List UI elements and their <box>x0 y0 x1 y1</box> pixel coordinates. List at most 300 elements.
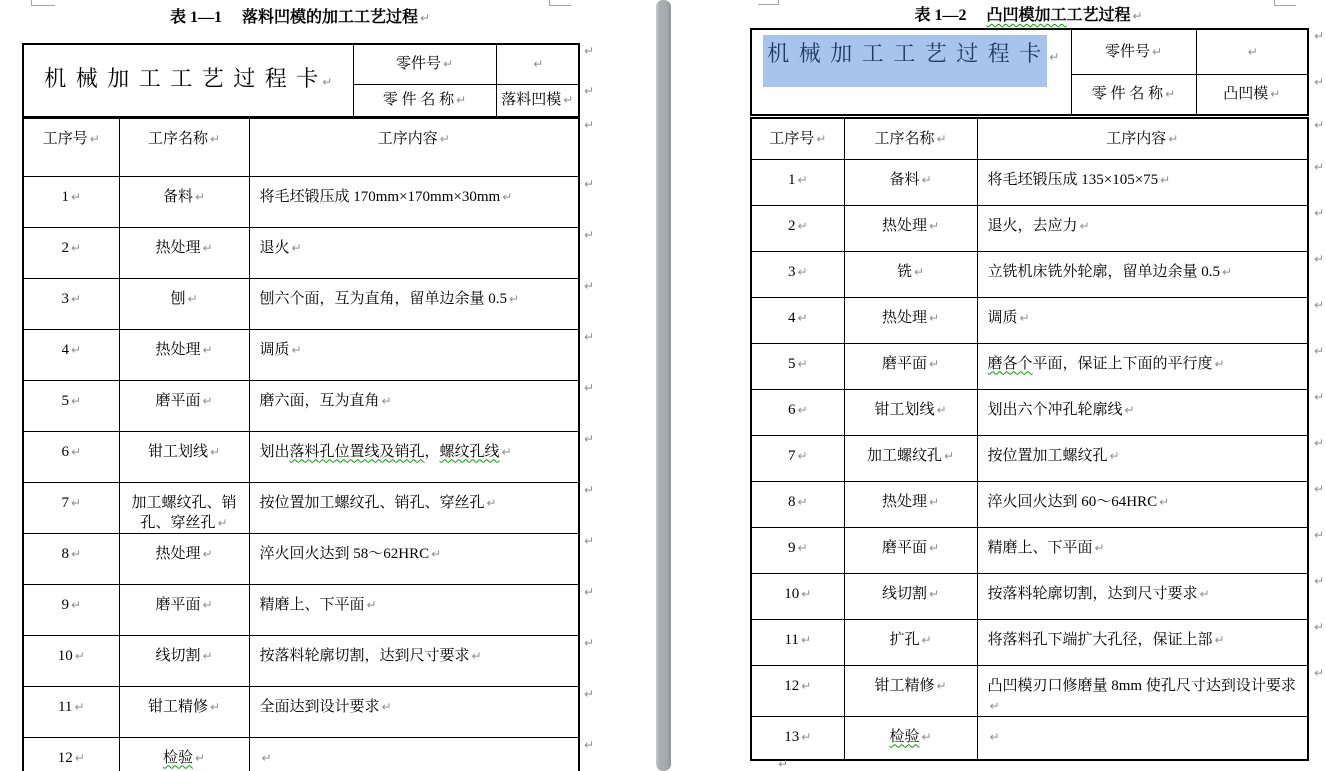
pilcrow-mark: ↵ <box>70 342 82 357</box>
step-no: 4 <box>61 341 69 358</box>
text-run: 加工螺纹孔 <box>866 447 942 464</box>
step-no: 12 <box>784 677 800 694</box>
pilcrow-mark: ↵ <box>797 264 808 279</box>
col-header-step-content[interactable] <box>977 118 1308 159</box>
text-run: 退火，去应力 <box>987 217 1078 234</box>
pilcrow-mark: ↵ <box>1314 29 1325 43</box>
pilcrow-mark: ↵ <box>1019 310 1030 325</box>
process-row <box>751 159 1308 205</box>
cell-step-name[interactable] <box>844 619 977 665</box>
cell-step-name[interactable] <box>119 584 249 635</box>
pilcrow-mark: ↵ <box>502 189 513 204</box>
cell-step-no[interactable] <box>751 159 844 205</box>
cell-step-no[interactable] <box>23 278 119 329</box>
pilcrow-mark: ↵ <box>801 729 812 744</box>
cell-step-no[interactable] <box>23 635 119 686</box>
cell-step-content[interactable] <box>977 665 1308 716</box>
cell-step-no[interactable] <box>23 533 119 584</box>
pilcrow-mark: ↵ <box>1314 252 1325 266</box>
row-end-mark-slot <box>582 688 594 739</box>
pilcrow-mark: ↵ <box>584 585 595 599</box>
process-row <box>23 227 579 278</box>
step-no: 8 <box>787 493 796 510</box>
pilcrow-mark: ↵ <box>322 75 333 89</box>
process-row <box>23 380 579 431</box>
pilcrow-mark: ↵ <box>1314 482 1325 496</box>
pilcrow-mark: ↵ <box>1214 632 1225 647</box>
cell-step-name[interactable] <box>844 573 977 619</box>
text-run: 按位置加工螺纹孔、销孔、穿丝孔 <box>259 494 485 511</box>
pilcrow-mark: ↵ <box>202 342 213 357</box>
cell-step-name[interactable] <box>119 380 249 431</box>
pilcrow-mark: ↵ <box>70 597 82 612</box>
text-run: 全面达到设计要求 <box>259 698 380 715</box>
step-no: 1 <box>787 171 796 188</box>
row-end-mark-slot <box>582 433 594 484</box>
part-no-label: 零件号 <box>395 56 441 73</box>
cell-step-content[interactable] <box>977 435 1308 481</box>
cell-step-name[interactable] <box>844 251 977 297</box>
cell-step-name[interactable] <box>119 635 249 686</box>
pilcrow-mark: ↵ <box>778 757 789 771</box>
pilcrow-mark: ↵ <box>431 546 442 561</box>
cell-step-content[interactable] <box>977 527 1308 573</box>
text-run: 调质 <box>259 341 290 358</box>
table-caption-right[interactable] <box>750 2 1307 25</box>
cell-step-no[interactable] <box>23 482 119 533</box>
pilcrow-mark: ↵ <box>70 444 82 459</box>
part-name-value: 落料凹模 <box>501 92 562 109</box>
cell-step-name[interactable] <box>844 527 977 573</box>
text-run: 调质 <box>987 309 1018 326</box>
row-end-mark-slot <box>1312 161 1324 207</box>
step-no: 9 <box>787 539 796 556</box>
pilcrow-mark: ↵ <box>202 546 213 561</box>
step-no: 2 <box>787 217 796 234</box>
row-end-mark-slot <box>582 45 594 85</box>
row-end-mark-slot <box>1312 575 1324 621</box>
text-run: 淬火回火达到 60～64HRC <box>987 493 1158 510</box>
part-no-value-cell[interactable] <box>1196 29 1308 74</box>
pilcrow-mark: ↵ <box>1270 87 1281 102</box>
cell-step-content[interactable] <box>249 737 579 771</box>
row-end-mark-slot <box>1312 391 1324 437</box>
pilcrow-mark: ↵ <box>584 118 595 132</box>
text-run: 平面，保证上下面的平行度 <box>1032 355 1213 372</box>
text-run: 加工螺纹孔、销孔、穿丝孔 <box>131 494 237 531</box>
row-end-mark-slot <box>582 586 594 637</box>
pilcrow-mark: ↵ <box>928 494 940 509</box>
row-end-marks-left <box>582 45 594 771</box>
process-card-header-table-left <box>22 43 580 118</box>
cell-step-content[interactable] <box>977 573 1308 619</box>
pilcrow-mark: ↵ <box>70 240 82 255</box>
cell-step-name[interactable] <box>119 482 249 533</box>
cell-step-no[interactable] <box>751 297 844 343</box>
cell-step-name[interactable] <box>119 278 249 329</box>
cell-step-no[interactable] <box>751 573 844 619</box>
col-header-label: 工序号 <box>42 131 88 147</box>
pilcrow-mark: ↵ <box>989 698 1000 713</box>
pilcrow-mark: ↵ <box>584 44 595 58</box>
cell-step-no[interactable] <box>751 251 844 297</box>
row-end-mark-slot <box>582 739 594 771</box>
pilcrow-mark: ↵ <box>584 177 595 191</box>
step-no: 6 <box>61 443 69 460</box>
pilcrow-mark: ↵ <box>1314 574 1325 588</box>
col-header-step-no[interactable] <box>751 118 844 159</box>
cell-step-name[interactable] <box>844 716 977 760</box>
pilcrow-mark: ↵ <box>202 393 213 408</box>
cell-step-content[interactable] <box>249 278 579 329</box>
part-name-label-cell[interactable] <box>353 84 496 117</box>
text-run: 检验 <box>889 728 920 745</box>
text-run: 螺纹孔线 <box>439 443 500 460</box>
text-run: 将毛坯锻压成 170mm×170mm×30mm <box>259 188 501 205</box>
part-name-label: 零 件 名 称 <box>382 92 455 109</box>
cell-step-content[interactable] <box>977 297 1308 343</box>
cell-step-name[interactable] <box>119 686 249 737</box>
text-run: 按落料轮廓切割，达到尺寸要求 <box>259 647 470 664</box>
text-run: 凸凹模加工 <box>986 7 1067 24</box>
row-end-mark-slot <box>582 280 594 331</box>
process-row <box>23 584 579 635</box>
step-no: 5 <box>787 355 796 372</box>
pilcrow-mark: ↵ <box>921 632 932 647</box>
pilcrow-mark: ↵ <box>70 291 82 306</box>
cell-step-no[interactable] <box>23 329 119 380</box>
pilcrow-mark: ↵ <box>1094 540 1105 555</box>
cell-step-name[interactable] <box>844 343 977 389</box>
pilcrow-mark: ↵ <box>921 729 932 744</box>
pilcrow-mark: ↵ <box>486 495 497 510</box>
cell-step-no[interactable] <box>751 527 844 573</box>
pilcrow-mark: ↵ <box>419 11 431 25</box>
pilcrow-mark: ↵ <box>584 687 595 701</box>
pilcrow-mark: ↵ <box>202 240 213 255</box>
cell-step-content[interactable] <box>249 584 579 635</box>
process-row <box>23 176 579 227</box>
cell-step-content[interactable] <box>977 389 1308 435</box>
part-no-label-cell[interactable] <box>353 44 496 84</box>
pilcrow-mark: ↵ <box>439 132 450 146</box>
cell-step-name[interactable] <box>844 205 977 251</box>
text-run: 磨六面，互为直角 <box>259 392 380 409</box>
cell-step-content[interactable] <box>249 635 579 686</box>
pilcrow-mark: ↵ <box>533 57 544 72</box>
text-run: 热处理 <box>881 493 927 510</box>
pilcrow-mark: ↵ <box>1124 402 1135 417</box>
pilcrow-mark: ↵ <box>381 699 392 714</box>
part-name-value: 凸凹模 <box>1223 86 1269 103</box>
pilcrow-mark: ↵ <box>584 432 595 446</box>
cell-step-no[interactable] <box>23 431 119 482</box>
pilcrow-mark: ↵ <box>584 534 595 548</box>
text-run: 将落料孔下端扩大孔径，保证上部 <box>987 631 1213 648</box>
col-header-step-no[interactable] <box>23 118 119 176</box>
pilcrow-mark: ↵ <box>797 540 808 555</box>
pilcrow-mark: ↵ <box>797 172 808 187</box>
cell-step-name[interactable] <box>844 389 977 435</box>
pilcrow-mark: ↵ <box>563 93 574 108</box>
cell-step-name[interactable] <box>119 431 249 482</box>
text-run: 钳工划线 <box>874 401 935 418</box>
process-table-right <box>750 117 1309 761</box>
process-row <box>23 686 579 737</box>
cell-step-no[interactable] <box>751 619 844 665</box>
cell-step-no[interactable] <box>751 481 844 527</box>
card-title-cell[interactable] <box>23 44 353 117</box>
pilcrow-mark: ↵ <box>584 483 595 497</box>
step-no: 10 <box>57 647 73 664</box>
text-run: 精磨上、下平面 <box>259 596 365 613</box>
text-run: 表 1—1 落料凹模的加工工艺过程 <box>169 9 418 26</box>
cell-step-name[interactable] <box>119 533 249 584</box>
pilcrow-mark: ↵ <box>1165 87 1176 102</box>
pilcrow-mark: ↵ <box>74 699 85 714</box>
step-no: 8 <box>61 545 69 562</box>
step-no: 9 <box>61 596 69 613</box>
process-row <box>751 389 1308 435</box>
pilcrow-mark: ↵ <box>943 448 955 463</box>
pilcrow-mark: ↵ <box>1049 50 1060 64</box>
pilcrow-mark: ↵ <box>797 402 808 417</box>
cell-step-name[interactable] <box>844 297 977 343</box>
cell-step-content[interactable] <box>977 205 1308 251</box>
text-run: 热处理 <box>881 309 927 326</box>
cell-step-content[interactable] <box>977 251 1308 297</box>
cell-step-content[interactable] <box>249 227 579 278</box>
text-run: 按位置加工螺纹孔 <box>987 447 1108 464</box>
process-row <box>751 619 1308 665</box>
cell-step-content[interactable] <box>249 380 579 431</box>
row-end-marks-right <box>1312 30 1324 713</box>
cell-step-no[interactable] <box>23 380 119 431</box>
row-end-mark-slot <box>1312 76 1324 119</box>
text-run: 工艺过程 <box>1066 7 1131 24</box>
col-header-label: 工序内容 <box>1106 131 1167 147</box>
cell-step-no[interactable] <box>751 205 844 251</box>
process-row <box>23 737 579 771</box>
cell-step-no[interactable] <box>23 737 119 771</box>
pilcrow-mark: ↵ <box>797 218 808 233</box>
pilcrow-mark: ↵ <box>471 648 482 663</box>
text-run: 备料 <box>162 188 193 205</box>
process-card-header-table-right <box>750 28 1309 116</box>
pilcrow-mark: ↵ <box>1314 118 1325 132</box>
cell-step-name[interactable] <box>119 227 249 278</box>
pilcrow-mark: ↵ <box>584 738 595 752</box>
cell-step-no[interactable] <box>751 389 844 435</box>
step-no: 6 <box>787 401 796 418</box>
text-run: 落料孔位置线及销孔 <box>289 443 425 460</box>
text-run: 将毛坯锻压成 135×105×75 <box>987 171 1159 188</box>
col-header-label: 工序名称 <box>874 131 935 147</box>
cell-step-content[interactable] <box>977 159 1308 205</box>
cell-step-name[interactable] <box>119 737 249 771</box>
pilcrow-mark: ↵ <box>936 678 947 693</box>
text-run: ， <box>424 443 440 460</box>
pilcrow-mark: ↵ <box>209 132 221 146</box>
row-end-mark-slot <box>582 229 594 280</box>
part-name-value-cell[interactable] <box>1196 74 1308 115</box>
pilcrow-mark: ↵ <box>928 218 940 233</box>
part-no-label: 零件号 <box>1104 43 1150 60</box>
text-run: 磨各个 <box>987 355 1033 372</box>
text-run: 凸凹模刃口修磨量 8mm 使孔尺寸达到设计要求 <box>987 677 1296 694</box>
cell-step-no[interactable] <box>23 686 119 737</box>
cell-step-name[interactable] <box>844 481 977 527</box>
process-row <box>751 205 1308 251</box>
pilcrow-mark: ↵ <box>1314 390 1325 404</box>
cell-step-content[interactable] <box>977 481 1308 527</box>
pilcrow-mark: ↵ <box>366 597 377 612</box>
pilcrow-mark: ↵ <box>70 495 82 510</box>
part-no-label-cell[interactable] <box>1071 29 1196 74</box>
cell-step-no[interactable] <box>23 227 119 278</box>
pilcrow-mark: ↵ <box>74 750 85 765</box>
pilcrow-mark: ↵ <box>928 540 940 555</box>
text-run: 热处理 <box>155 341 201 358</box>
pilcrow-mark: ↵ <box>1314 620 1325 634</box>
part-no-value-cell[interactable] <box>496 44 579 84</box>
row-end-mark-slot <box>582 484 594 535</box>
cell-step-no[interactable] <box>23 584 119 635</box>
cell-step-content[interactable] <box>249 431 579 482</box>
pilcrow-mark: ↵ <box>797 356 808 371</box>
pilcrow-mark: ↵ <box>928 586 940 601</box>
pilcrow-mark: ↵ <box>797 448 808 463</box>
row-end-mark-slot <box>1312 483 1324 529</box>
pilcrow-mark: ↵ <box>1160 172 1171 187</box>
process-row <box>751 251 1308 297</box>
pilcrow-mark: ↵ <box>913 264 925 279</box>
pilcrow-mark: ↵ <box>187 291 198 306</box>
process-row <box>23 431 579 482</box>
step-no: 11 <box>57 698 73 715</box>
step-no: 1 <box>61 188 69 205</box>
row-end-mark-slot <box>1312 207 1324 253</box>
text-run: 按落料轮廓切割，达到尺寸要求 <box>987 585 1198 602</box>
pilcrow-mark: ↵ <box>1222 264 1233 279</box>
row-end-mark-slot <box>582 119 594 178</box>
pilcrow-mark: ↵ <box>584 330 595 344</box>
pilcrow-mark: ↵ <box>217 515 228 530</box>
part-name-label-cell[interactable] <box>1071 74 1196 115</box>
text-run: 线切割 <box>881 585 927 602</box>
cell-step-no[interactable] <box>751 343 844 389</box>
pilcrow-mark: ↵ <box>797 494 808 509</box>
row-end-mark-slot <box>1312 119 1324 161</box>
cell-step-name[interactable] <box>844 665 977 716</box>
row-end-mark-slot <box>1312 621 1324 667</box>
row-end-mark-slot <box>582 535 594 586</box>
pilcrow-mark: ↵ <box>442 57 454 72</box>
row-end-mark-slot <box>1312 437 1324 483</box>
col-header-label: 工序内容 <box>377 131 438 147</box>
step-no: 5 <box>61 392 69 409</box>
cell-step-content[interactable] <box>249 533 579 584</box>
cell-step-no[interactable] <box>751 716 844 760</box>
pilcrow-mark: ↵ <box>70 393 82 408</box>
cell-step-content[interactable] <box>977 619 1308 665</box>
step-no: 4 <box>787 309 796 326</box>
cell-step-content[interactable] <box>977 343 1308 389</box>
row-end-mark-slot <box>1312 30 1324 76</box>
pilcrow-mark: ↵ <box>989 729 1000 744</box>
card-title-selected[interactable]: 机 械 加 工 工 艺 过 程 卡 <box>763 35 1047 87</box>
table-caption-left[interactable] <box>22 4 578 27</box>
cell-step-no[interactable] <box>751 435 844 481</box>
pilcrow-mark: ↵ <box>801 678 812 693</box>
process-row <box>23 482 579 533</box>
text-run: 铣 <box>896 263 912 280</box>
process-row <box>751 716 1308 760</box>
pilcrow-mark: ↵ <box>928 356 940 371</box>
process-row <box>23 329 579 380</box>
pilcrow-mark: ↵ <box>70 189 82 204</box>
pilcrow-mark: ↵ <box>509 291 520 306</box>
pilcrow-mark: ↵ <box>1168 132 1179 146</box>
col-header-label: 工序名称 <box>147 131 208 147</box>
pilcrow-mark: ↵ <box>70 546 82 561</box>
text-run: 钳工划线 <box>147 443 208 460</box>
pilcrow-mark: ↵ <box>921 172 932 187</box>
text-run: 扩孔 <box>889 631 920 648</box>
cell-step-content[interactable] <box>249 176 579 227</box>
col-header-step-name[interactable] <box>844 118 977 159</box>
row-end-mark-slot <box>582 331 594 382</box>
text-run: 热处理 <box>155 239 201 256</box>
pilcrow-mark: ↵ <box>1159 494 1170 509</box>
col-header-label: 工序号 <box>769 131 815 147</box>
pilcrow-mark: ↵ <box>928 310 940 325</box>
pilcrow-mark: ↵ <box>202 648 213 663</box>
window-divider[interactable] <box>656 0 671 771</box>
process-row <box>751 435 1308 481</box>
pilcrow-mark: ↵ <box>1314 206 1325 220</box>
part-name-value-cell[interactable] <box>496 84 579 117</box>
cell-step-name[interactable] <box>119 176 249 227</box>
card-title-cell[interactable] <box>751 29 1071 115</box>
step-no: 3 <box>787 263 796 280</box>
cell-step-name[interactable] <box>119 329 249 380</box>
pilcrow-mark: ↵ <box>209 699 221 714</box>
cell-step-content[interactable] <box>249 329 579 380</box>
col-header-step-content[interactable] <box>249 118 579 176</box>
text-run: 检验 <box>162 749 193 766</box>
cell-step-no[interactable] <box>751 665 844 716</box>
col-header-step-name[interactable] <box>119 118 249 176</box>
pilcrow-mark: ↵ <box>1314 160 1325 174</box>
pilcrow-mark: ↵ <box>816 132 827 146</box>
cell-step-content[interactable] <box>977 716 1308 760</box>
process-row <box>751 343 1308 389</box>
cell-step-content[interactable] <box>249 686 579 737</box>
step-no: 12 <box>57 749 73 766</box>
pilcrow-mark: ↵ <box>1151 44 1163 59</box>
pilcrow-mark: ↵ <box>1109 448 1120 463</box>
cell-step-no[interactable] <box>23 176 119 227</box>
pilcrow-mark: ↵ <box>1247 44 1258 59</box>
process-row <box>751 297 1308 343</box>
cell-step-content[interactable] <box>249 482 579 533</box>
cell-step-name[interactable] <box>844 435 977 481</box>
cell-step-name[interactable] <box>844 159 977 205</box>
row-end-mark-slot <box>1312 345 1324 391</box>
pilcrow-mark: ↵ <box>1314 528 1325 542</box>
text-run: 划出六个冲孔轮廓线 <box>987 401 1123 418</box>
